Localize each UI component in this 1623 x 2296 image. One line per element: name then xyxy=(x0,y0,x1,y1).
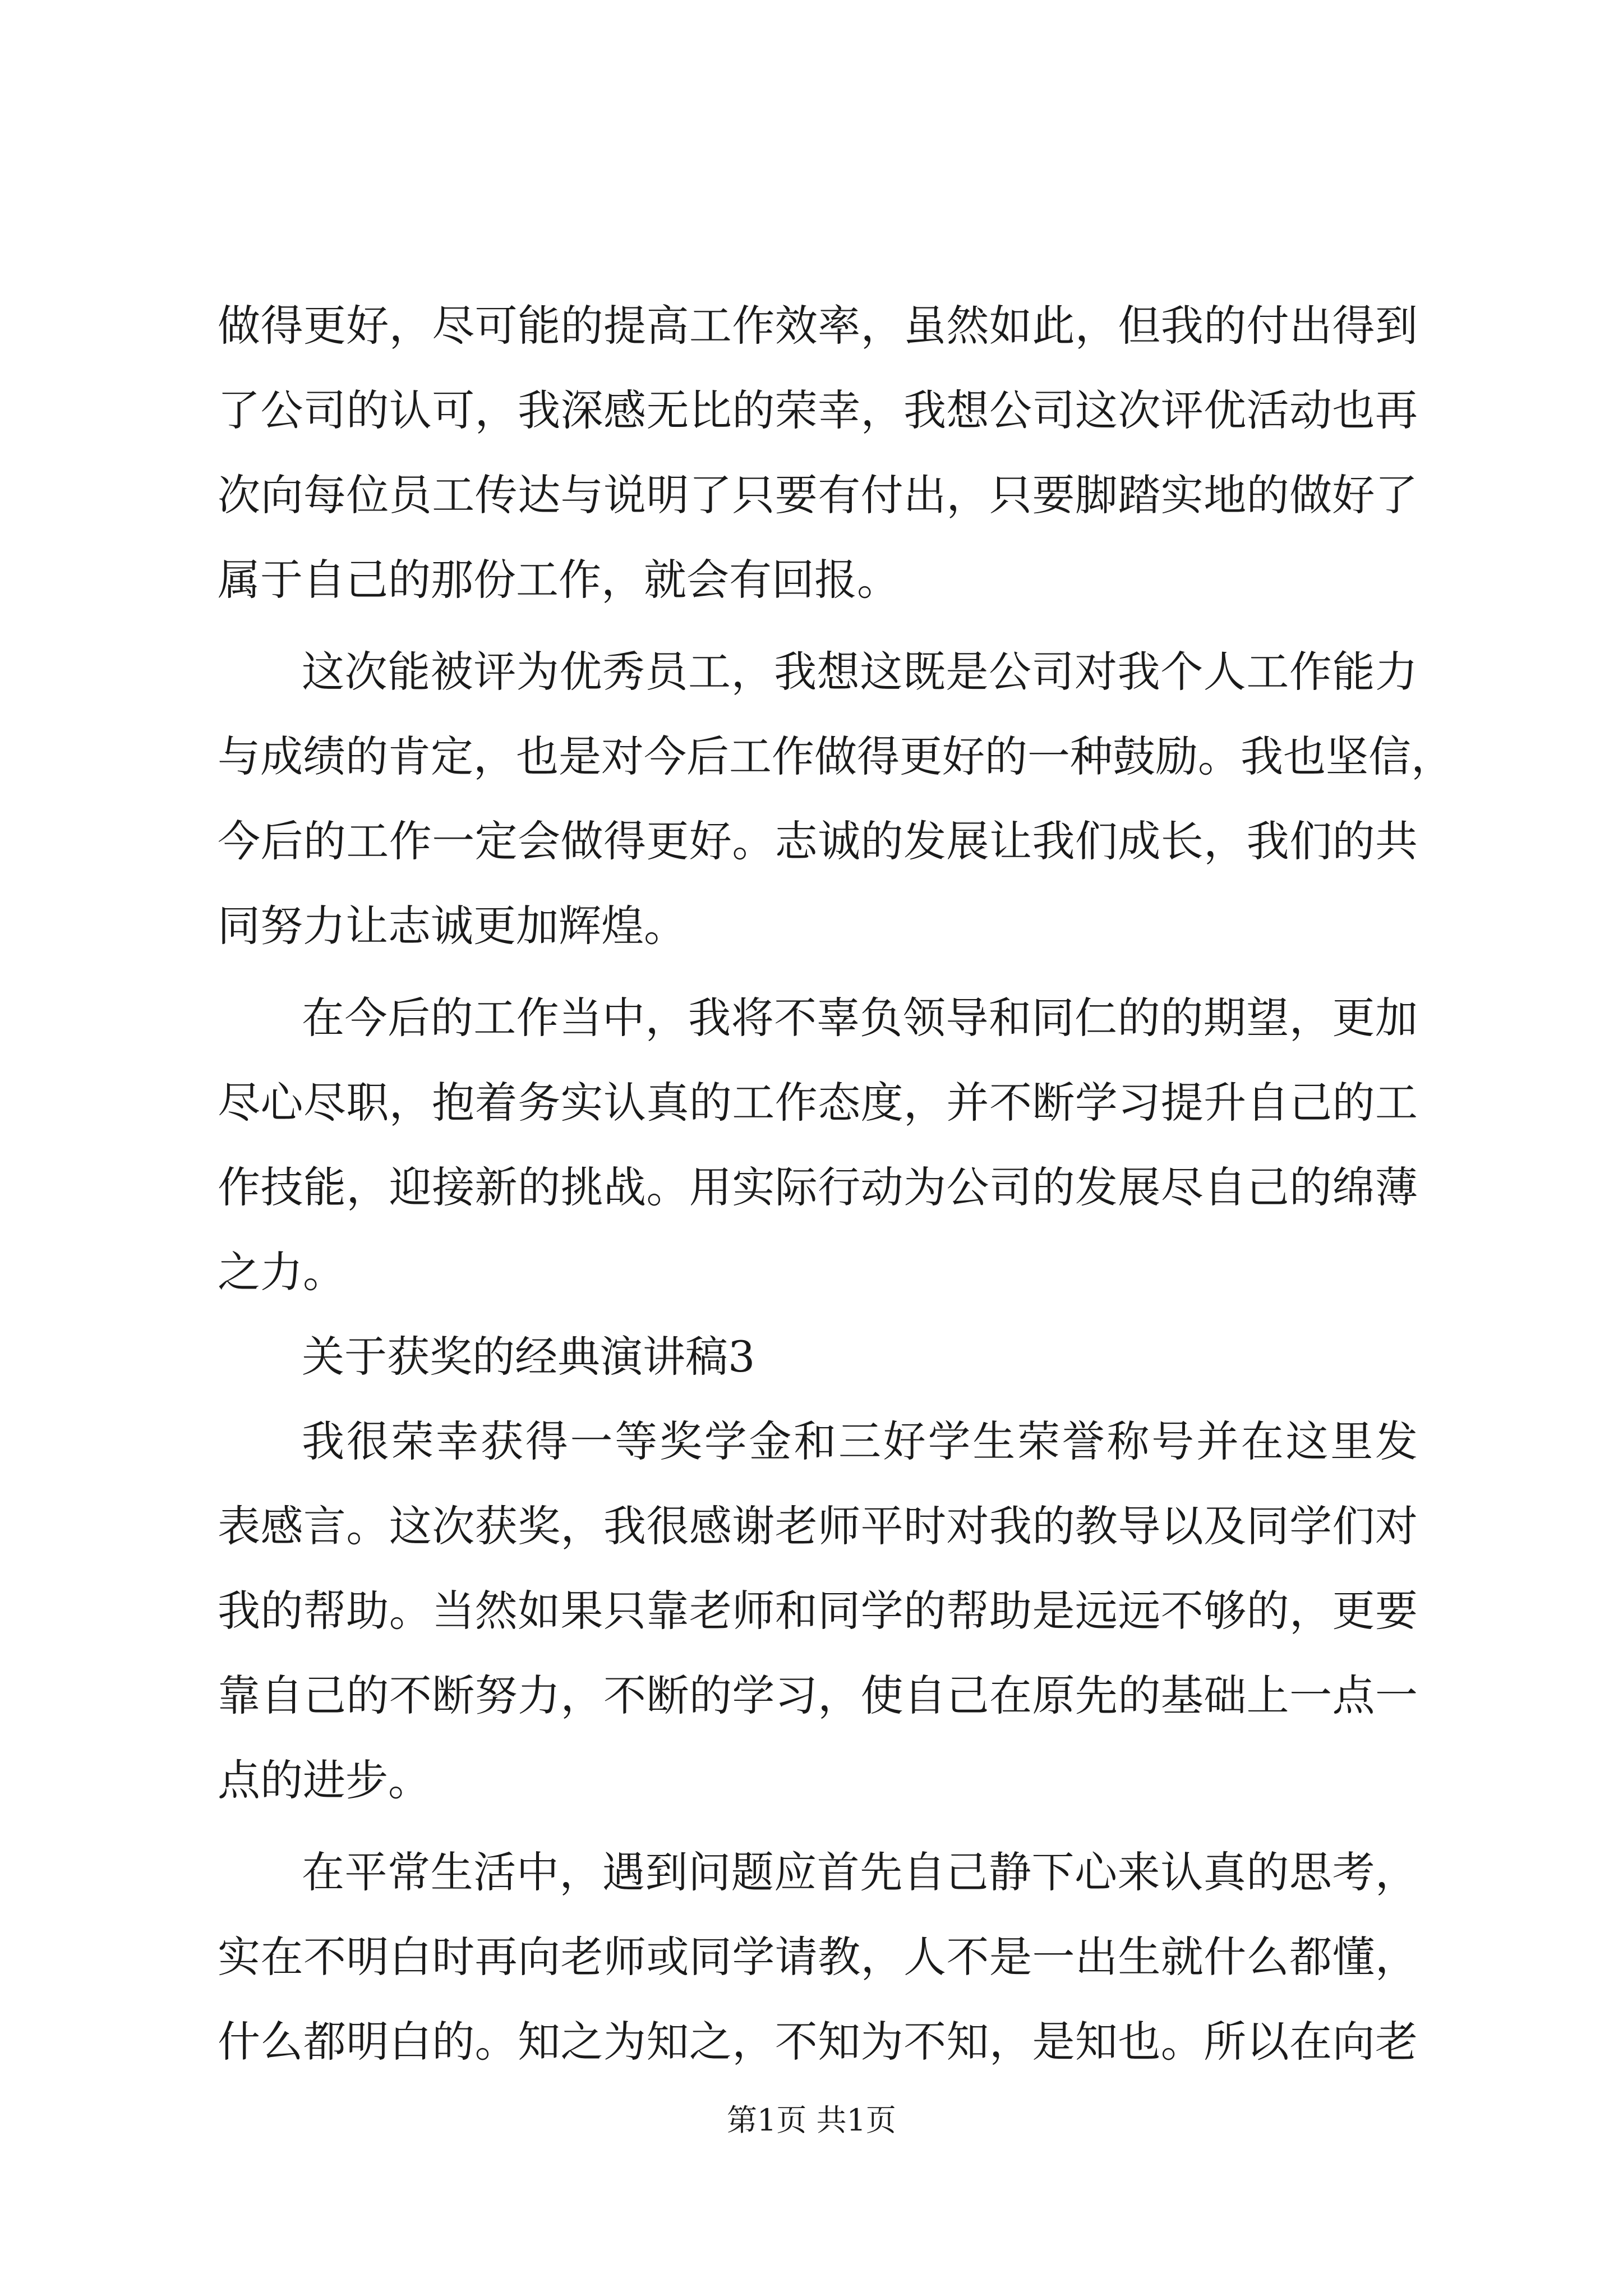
text-line: 我的帮助。当然如果只靠老师和同学的帮助是远远不够的，更要 xyxy=(218,1586,1418,1636)
text-line: 什么都明白的。知之为知之，不知为不知，是知也。所以在向老 xyxy=(218,2017,1418,2067)
document-body xyxy=(218,283,1454,2084)
text-line: 靠自己的不断努力，不断的学习，使自己在原先的基础上一点一 xyxy=(218,1671,1418,1720)
page-number-label: 第1页 共1页 xyxy=(727,2102,896,2138)
text-line: 这次能被评为优秀员工，我想这既是公司对我个人工作能力 xyxy=(302,647,1418,697)
section-heading xyxy=(218,1314,1418,1399)
text-line: 实在不明白时再向老师或同学请教，人不是一出生就什么都懂， xyxy=(218,1932,1418,1982)
text-line: 次向每位员工传达与说明了只要有付出，只要脚踏实地的做好了 xyxy=(218,470,1418,520)
text-line: 了公司的认可，我深感无比的荣幸，我想公司这次评优活动也再 xyxy=(218,385,1418,435)
text-line: 表感言。这次获奖，我很感谢老师平时对我的教导以及同学们对 xyxy=(218,1501,1418,1551)
paragraph xyxy=(218,1830,1418,2084)
text-line: 之力。 xyxy=(218,1247,345,1297)
paragraph xyxy=(218,283,1418,622)
paragraph xyxy=(218,976,1418,1314)
text-line: 同努力让志诚更加辉煌。 xyxy=(218,901,686,951)
heading-text: 关于获奖的经典演讲稿3 xyxy=(302,1332,755,1382)
text-line: 在平常生活中，遇到问题应首先自己静下心来认真的思考， xyxy=(302,1847,1418,1897)
text-line: 我很荣幸获得一等奖学金和三好学生荣誉称号并在这里发 xyxy=(302,1416,1418,1466)
text-line: 尽心尽职，抱着务实认真的工作态度，并不断学习提升自己的工 xyxy=(218,1078,1418,1128)
page-footer xyxy=(0,2098,1623,2143)
text-line: 属于自己的那份工作，就会有回报。 xyxy=(218,555,900,605)
text-line: 点的进步。 xyxy=(218,1755,431,1805)
paragraph xyxy=(218,1399,1418,1823)
paragraph xyxy=(218,629,1454,968)
text-line: 今后的工作一定会做得更好。志诚的发展让我们成长，我们的共 xyxy=(218,816,1418,866)
text-line: 与成绩的肯定，也是对今后工作做得更好的一种鼓励。我也坚信， xyxy=(218,731,1454,781)
text-line: 在今后的工作当中，我将不辜负领导和同仁的的期望，更加 xyxy=(302,993,1418,1043)
text-line: 做得更好，尽可能的提高工作效率，虽然如此，但我的付出得到 xyxy=(218,301,1418,351)
text-line: 作技能，迎接新的挑战。用实际行动为公司的发展尽自己的绵薄 xyxy=(218,1162,1418,1212)
